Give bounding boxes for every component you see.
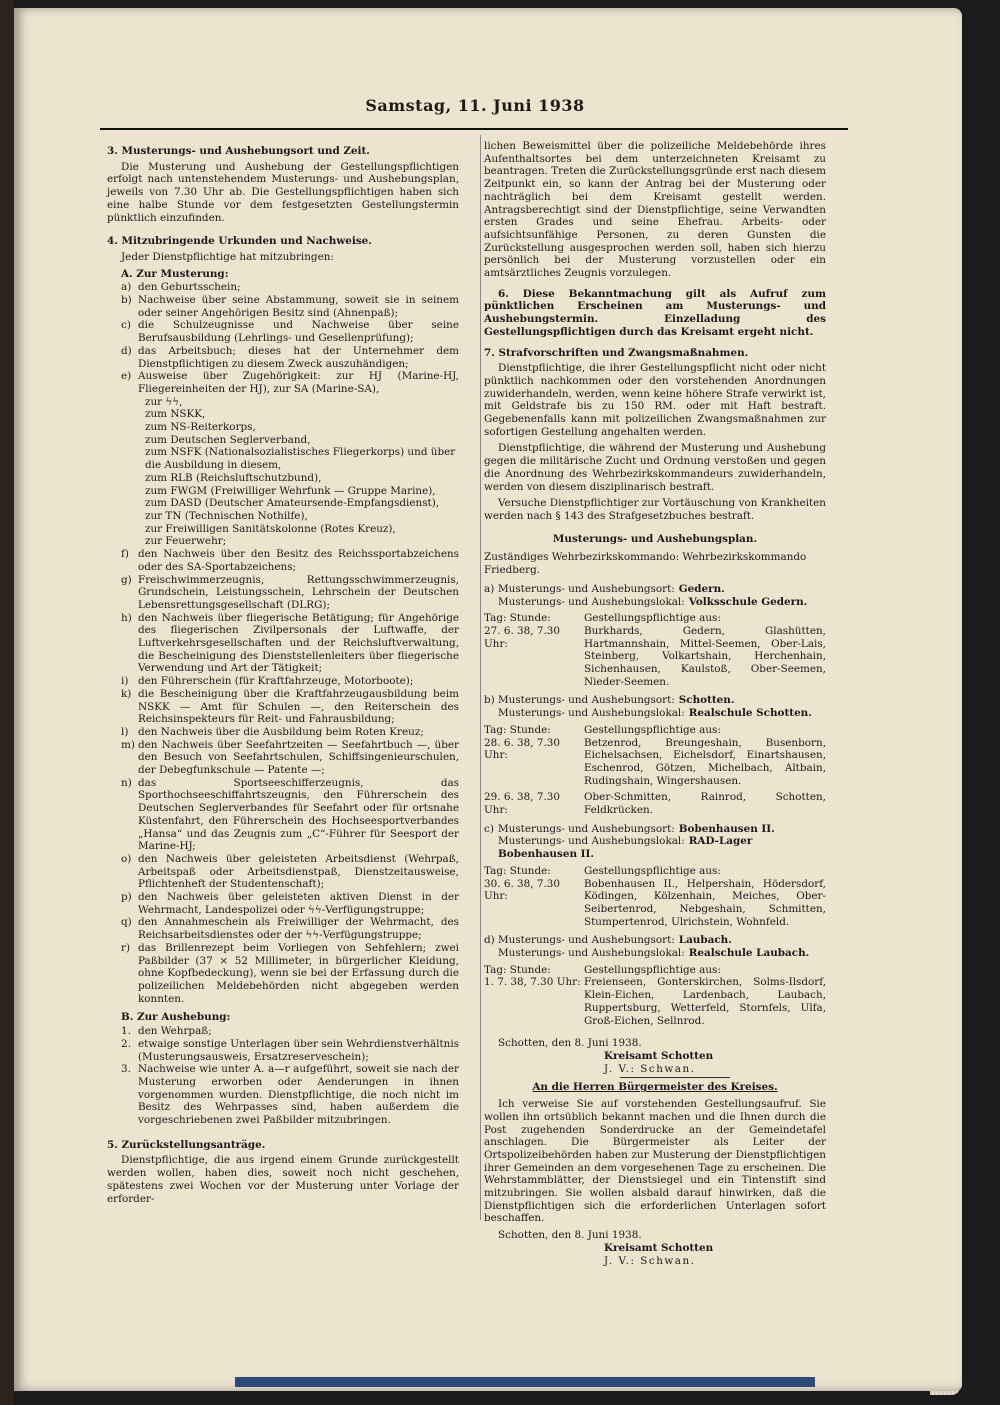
mayors-notice-text: Ich verweise Sie auf vorstehenden Gestellungsaufruf. Sie wollen ihn ortsüblich bekannt machen und die Ihnen durch die Post zugehenden Sonderdrucke an der Gemeindetafel anschlagen. Die Bürgermeister als Leiter der Ortspolizeibehörden haben zur Musterung der Dienstpflichtigen ihrer Gemeinden an dem vorgesehenen Tage zu erscheinen. Die Wehrstammblätter, der Dienstsiegel und ein Tintenstift sind mitzubringen. Sie wollen alsbald darauf hinwirken, daß die Dienstpflichtigen sich die erforderlichen Unterlagen sofort beschaffen. [484, 1098, 826, 1225]
subsection-b-title: B. Zur Aushebung: [121, 1011, 231, 1024]
schedule-head-date: Tag: Stunde: [484, 723, 551, 736]
list-item-key: g) [121, 573, 132, 586]
list-item-text: Freischwimmerzeugnis, Rettungsschwimmerzeugnis, Grundschein, Leistungsschein, Lehrschein der Deutschen Lebensrettungsgesellschaft (DLRG); [138, 573, 459, 611]
section-7-paragraph-3: Versuche Dienstpflichtiger zur Vortäuschung von Krankheiten werden nach § 143 des Strafgesetzbuches bestraft. [484, 497, 826, 522]
list-item [121, 345, 459, 370]
section-5-continued: lichen Beweismittel über die polizeiliche Meldebehörde ihres Aufenthaltsortes bei dem unterzeichneten Kreisamt zu beantragen. Treten die Zurückstellungsgründe erst nach diesem Zeitpunkt ein, so kann der Antrag bei der Musterung oder nachträglich bei dem Kreisamt gestellt werden. Antragsberechtigt sind der Dienstpflichtige, seine Verwandten ersten Grades und seine Ehefrau. Arbeits- oder aufsichtsunfähige Personen, zu deren Gunsten die Zurückstellung ausgesprochen werden soll, haben sich hierzu persönlich bei der Musterung vorzustellen oder ein amtsärztliches Zeugnis vorzulegen. [484, 140, 826, 280]
book-spine-strip [0, 0, 14, 1405]
cover-edge [235, 1377, 815, 1387]
schedule-block [484, 823, 826, 929]
schedule-key: a) [484, 582, 495, 595]
schedule-lokal-label: Musterungs- und Aushebungslokal: [498, 707, 685, 720]
list-item-text: den Nachweis über den Besitz des Reichssportabzeichens oder des SA-Sportabzeichens; [138, 548, 459, 573]
schedule-column-header [484, 724, 826, 737]
schedule-blocks [484, 583, 826, 1028]
schedule-ort: Bobenhausen II. [678, 822, 775, 835]
schedule-row [484, 976, 826, 1027]
list-item-key: 3. [121, 1063, 131, 1076]
list-item-key: b) [121, 294, 132, 307]
page-header [100, 96, 850, 115]
plan-intro: Zuständiges Wehrbezirkskommando: Wehrbezirkskommando Friedberg. [484, 551, 807, 577]
membership-item: zum Deutschen Seglerverband, [145, 433, 311, 446]
list-item-text: Ausweise über Zugehörigkeit: zur HJ (Marine-HJ, Fliegereinheiten der HJ), zur SA (Marine-SA), [138, 370, 459, 395]
membership-item: zum RLB (Reichsluftschutzbund), [145, 471, 322, 484]
schedule-ort: Laubach. [678, 934, 732, 947]
schedule-head-places: Gestellungspflichtige aus: [584, 612, 721, 625]
list-item-text: den Nachweis über Seefahrtzeiten — Seefahrtbuch —, über den Besuch von Seefahrtschulen, Schiffsingenieurschulen, der Debegfunkschule — Patente —; [138, 738, 459, 777]
schedule-ort-label: Musterungs- und Aushebungsort: [498, 822, 675, 835]
schedule-row [484, 791, 826, 816]
schedule-head-date: Tag: Stunde: [484, 963, 551, 976]
list-item-text: das Brillenrezept beim Vorliegen von Sehfehlern; zwei Paßbilder (37 × 52 Millimeter, in bürgerlicher Kleidung, ohne Kopfbedeckung), wenn sie bei der Erfassung durch die polizeilichen Meldebehörden nicht abgegeben werden konnten. [138, 941, 459, 1005]
membership-list [107, 396, 459, 548]
schedule-date: 30. 6. 38, 7.30 Uhr: [484, 877, 561, 903]
list-item-text: das Arbeitsbuch; dieses hat der Unternehmer dem Dienstpflichtigen zu diesem Zweck auszuhändigen; [138, 344, 459, 370]
schedule-places: Bobenhausen II., Helpershain, Hödersdorf, Ködingen, Kölzenhain, Meiches, Ober-Seibertenrod, Nebgeshain, Schmitten, Stumpertenrod, Ulrichstein, Wohnfeld. [584, 877, 826, 928]
schedule-key: b) [484, 694, 495, 707]
schedule-ort: Schotten. [678, 694, 735, 707]
list-item [121, 942, 459, 1006]
membership-item: zum NS-Reiterkorps, [145, 421, 256, 434]
plan-title: Musterungs- und Aushebungsplan. [552, 532, 758, 545]
list-item [121, 675, 459, 688]
list-item-key: l) [121, 725, 129, 738]
schedule-location [484, 694, 826, 707]
section-3-text: Die Musterung und Aushebung der Gestellungspflichtigen erfolgt nach untenstehendem Musterungs- und Aushebungsplan, jeweils von 7.30 Uhr ab. Die Gestellungspflichtigen haben sich eine halbe Stunde vor dem festgesetzten Gestellungstermin pünktlich einzufinden. [107, 160, 459, 224]
schedule-lokal-label: Musterungs- und Aushebungslokal: [498, 947, 685, 960]
signature-place-date: Schotten, den 8. Juni 1938. [498, 1037, 642, 1050]
schedule-lokal: RAD-Lager Bobenhausen II. [498, 835, 753, 861]
subsection-a-list-1 [107, 281, 459, 395]
list-item-key: a) [121, 281, 132, 294]
list-item-key: e) [121, 370, 132, 383]
schedule-row [484, 878, 826, 929]
list-item-key: d) [121, 344, 132, 357]
schedule-lokal: Volksschule Gedern. [688, 595, 808, 608]
header-rule [100, 128, 848, 130]
schedule-location [484, 934, 826, 947]
subsection-a-list-2 [107, 548, 459, 1005]
section-7-title: 7. Strafvorschriften und Zwangsmaßnahmen. [484, 346, 749, 359]
list-item-key: o) [121, 852, 132, 865]
membership-item: zum FWGM (Freiwilliger Wehrfunk — Gruppe Marine), [145, 484, 436, 497]
schedule-head-date: Tag: Stunde: [484, 864, 551, 877]
list-item-key: h) [121, 611, 132, 624]
list-item-key: f) [121, 548, 129, 561]
membership-item: zum NSKK, [145, 408, 206, 421]
section-3-title: 3. Musterungs- und Aushebungsort und Zeit. [107, 145, 370, 157]
section-6: 6. Diese Bekanntmachung gilt als Aufruf zum pünktlichen Erscheinen am Musterungs- und Aushebungstermin. Einzelladung des Gestellungspflichtigen durch das Kreisamt ergeht nicht. [484, 287, 826, 338]
list-item-key: n) [121, 776, 132, 789]
list-item-text: den Nachweis über die Ausbildung beim Roten Kreuz; [138, 725, 424, 738]
membership-item: zum DASD (Deutscher Amateursende-Empfangsdienst), [145, 497, 440, 510]
column-separator [480, 135, 481, 1220]
list-item [121, 688, 459, 726]
schedule-head-places: Gestellungspflichtige aus: [584, 723, 721, 736]
list-item-key: 1. [121, 1025, 131, 1038]
list-item [121, 1038, 459, 1063]
subsection-a-title: A. Zur Musterung: [121, 267, 229, 280]
schedule-venue [498, 707, 826, 720]
list-item-key: i) [121, 675, 129, 688]
list-item [121, 319, 459, 344]
schedule-ort-label: Musterungs- und Aushebungsort: [498, 582, 675, 595]
schedule-row [484, 737, 826, 788]
schedule-places: Ober-Schmitten, Rainrod, Schotten, Feldkrücken. [584, 791, 826, 817]
schedule-key: d) [484, 934, 495, 947]
list-item [121, 1063, 459, 1127]
list-item-key: p) [121, 891, 132, 904]
schedule-location [484, 823, 826, 836]
list-item [121, 777, 459, 853]
list-item-key: 2. [121, 1037, 131, 1050]
list-item [121, 891, 459, 916]
section-5-title: 5. Zurückstellungsanträge. [107, 1138, 266, 1151]
list-item-text: den Führerschein (für Kraftfahrzeuge, Motorboote); [138, 675, 414, 688]
schedule-date: 29. 6. 38, 7.30 Uhr: [484, 791, 561, 817]
membership-item: zur Freiwilligen Sanitätskolonne (Rotes Kreuz), [145, 522, 396, 535]
list-item-key: k) [121, 687, 132, 700]
schedule-block [484, 934, 826, 1027]
list-item-key: m) [121, 738, 135, 751]
section-5-text: Dienstpflichtige, die aus irgend einem Grunde zurückgestellt werden wollen, haben dies, soweit noch nicht geschehen, spätestens zwei Wochen vor der Musterung unter Vorlage der erforder- [107, 1154, 459, 1205]
membership-item: zur TN (Technischen Nothilfe), [145, 509, 308, 522]
signature-divider [620, 1077, 730, 1078]
schedule-date: 28. 6. 38, 7.30 Uhr: [484, 736, 561, 762]
schedule-date: 1. 7. 38, 7.30 Uhr: [484, 976, 581, 989]
list-item-text: Nachweise wie unter A. a—r aufgeführt, soweit sie nach der Musterung erworben oder Aenderungen in ihnen vorgenommen wurden. Dienstpflichtige, die noch nicht im Besitz des Wehrpasses sind, haben außerdem die vorgeschriebenen zwei Paßbilder mitzubringen. [138, 1063, 459, 1127]
list-item-text: Nachweise über seine Abstammung, soweit sie in seinem oder seiner Angehörigen Besitz sind (Ahnenpaß); [138, 294, 459, 319]
schedule-block [484, 583, 826, 689]
list-item [121, 853, 459, 891]
list-item [121, 612, 459, 676]
schedule-venue [498, 835, 826, 860]
schedule-places: Burkhards, Gedern, Glashütten, Hartmannshain, Mittel-Seemen, Ober-Lais, Steinberg, Volkartshain, Herchenhain, Sichenhausen, Kaulstoß, Ober-Seemen, Nieder-Seemen. [584, 624, 826, 688]
schedule-location [484, 583, 826, 596]
list-item-key: r) [121, 941, 131, 954]
schedule-lokal: Realschule Schotten. [688, 707, 812, 720]
signature-2-name: J. V.: Schwan. [604, 1254, 696, 1267]
list-item [121, 1025, 459, 1038]
list-item-key: q) [121, 916, 132, 929]
membership-item: zur ϟϟ, [145, 395, 183, 408]
section-4-title: 4. Mitzubringende Urkunden und Nachweise. [107, 235, 372, 248]
membership-item: zur Feuerwehr; [145, 535, 227, 548]
list-item [121, 916, 459, 941]
signature-2-office: Kreisamt Schotten [604, 1241, 714, 1254]
signature-2-place-date: Schotten, den 8. Juni 1938. [498, 1229, 642, 1242]
list-item [121, 548, 459, 573]
subsection-b-list [107, 1025, 459, 1127]
schedule-places: Freienseen, Gonterskirchen, Solms-Ilsdorf, Klein-Eichen, Lardenbach, Laubach, Ruppertsburg, Wetterfeld, Stornfels, Ulfa, Groß-Eichen, Sellnrod. [584, 976, 826, 1027]
schedule-key: c) [484, 822, 494, 835]
list-item-key: c) [121, 319, 131, 332]
list-item-text: den Nachweis über geleisteten aktiven Dienst in der Wehrmacht, Landespolizei oder ϟϟ-Verfügungstruppe; [138, 891, 459, 916]
schedule-head-places: Gestellungspflichtige aus: [584, 864, 721, 877]
list-item [121, 370, 459, 395]
signature-name: J. V.: Schwan. [604, 1062, 696, 1075]
section-4-intro: Jeder Dienstpflichtige hat mitzubringen: [121, 250, 334, 263]
schedule-column-header [484, 612, 826, 625]
list-item [121, 726, 459, 739]
list-item [121, 574, 459, 612]
section-7-paragraph-2: Dienstpflichtige, die während der Musterung und Aushebung gegen die militärische Zucht und Ordnung verstoßen und gegen die Anordnung des Wehrbezirkskommandeurs zuwiderhandeln, werden von diesem disziplinarisch bestraft. [484, 442, 826, 493]
left-column [107, 140, 459, 1205]
membership-item: zum NSFK (Nationalsozialistisches Fliegerkorps) und über die Ausbildung in diesem, [145, 446, 456, 472]
list-item [121, 281, 459, 294]
schedule-ort-label: Musterungs- und Aushebungsort: [498, 694, 675, 707]
list-item-text: die Schulzeugnisse und Nachweise über seine Berufsausbildung (Lehrlings- und Gesellenprüfung); [138, 319, 459, 345]
list-item [121, 739, 459, 777]
schedule-head-date: Tag: Stunde: [484, 612, 551, 625]
schedule-lokal-label: Musterungs- und Aushebungslokal: [498, 595, 685, 608]
schedule-ort-label: Musterungs- und Aushebungsort: [498, 934, 675, 947]
schedule-venue [498, 596, 826, 609]
header-date: Samstag, 11. Juni 1938 [365, 96, 585, 115]
right-column [484, 140, 826, 1267]
schedule-venue [498, 947, 826, 960]
list-item-text: den Annahmeschein als Freiwilliger der Wehrmacht, des Reichsarbeitsdienstes oder der ϟϟ-Verfügungstruppe; [138, 916, 459, 942]
schedule-block [484, 694, 826, 816]
list-item-text: den Nachweis über fliegerische Betätigung; für Angehörige des fliegerischen Zivilpersonals der Luftwaffe, der Luftverkehrsgesellschaften und der Reichsluftverwaltung, die Bescheinigung des Dienststellenleiters über fliegerische Verwendung und Art der Tätigkeit; [138, 611, 459, 675]
list-item-text: etwaige sonstige Unterlagen über sein Wehrdienstverhältnis (Musterungsausweis, Ersatzreserveschein); [138, 1037, 459, 1063]
list-item-text: den Nachweis über geleisteten Arbeitsdienst (Wehrpaß, Arbeitspaß oder Arbeitsdienstpaß, Dienstzeitausweise, Pflichtenheft der Studentenschaft); [138, 852, 459, 891]
schedule-row [484, 625, 826, 689]
list-item-text: den Geburtsschein; [138, 281, 241, 294]
list-item [121, 294, 459, 319]
schedule-lokal: Realschule Laubach. [688, 947, 810, 960]
schedule-column-header [484, 865, 826, 878]
list-item-text: den Wehrpaß; [138, 1025, 212, 1038]
schedule-places: Betzenrod, Breungeshain, Busenborn, Eichelsachsen, Eichelsdorf, Einartshausen, Eschenrod, Götzen, Michelbach, Altbain, Rudingshain, Wingershausen. [584, 736, 826, 787]
list-item-text: die Bescheinigung über die Kraftfahrzeugausbildung beim NSKK — Amt für Schulen —, den Reiterschein des Reichsinspekteurs für Reit- und Fahrausbildung; [138, 687, 459, 726]
schedule-date: 27. 6. 38, 7.30 Uhr: [484, 624, 561, 650]
schedule-column-header [484, 964, 826, 977]
list-item-text: das Sportseeschifferzeugnis, das Sporthochseeschiffahrtszeugnis, den Führerschein des Deutschen Seglerverbandes für Seefahrt oder für ortsnahe Küstenfahrt, den Führerschein des Hochseesportverbandes „Hansa“ und das Zeugnis zum „C“-Führer für Seesport der Marine-HJ; [138, 776, 459, 853]
schedule-ort: Gedern. [678, 582, 725, 595]
mayors-notice-title: An die Herren Bürgermeister des Kreises. [532, 1081, 778, 1094]
schedule-head-places: Gestellungspflichtige aus: [584, 963, 721, 976]
signature-office: Kreisamt Schotten [604, 1050, 714, 1062]
section-7-paragraph-1: Dienstpflichtige, die ihrer Gestellungspflicht nicht oder nicht pünktlich nachkommen oder den vorstehenden Anordnungen zuwiderhandeln, werden, wenn keine höhere Strafe verwirkt ist, mit Geldstrafe bis zu 150 RM. oder mit Haft bestraft. Gegebenenfalls kann mit polizeilichen Zwangsmaßnahmen zur sofortigen Gestellung angehalten werden. [484, 362, 826, 438]
schedule-lokal-label: Musterungs- und Aushebungslokal: [498, 835, 685, 848]
